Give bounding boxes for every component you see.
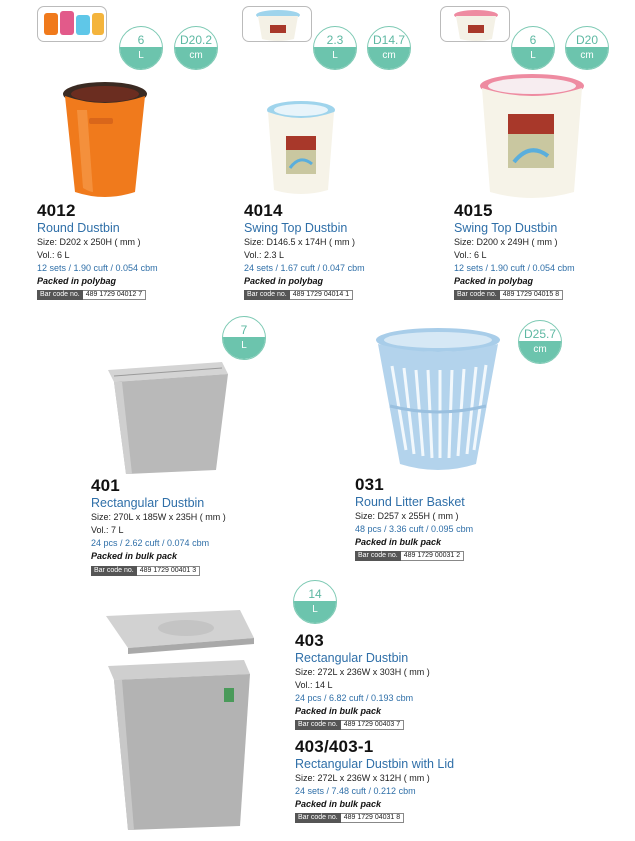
product-barcode: Bar code no. 489 1729 00031 2 — [355, 551, 464, 561]
volume-badge: 14 L — [293, 580, 337, 624]
diameter-badge: D20 cm — [565, 26, 609, 70]
thumbnail-4015 — [440, 6, 510, 42]
product-image-031 — [372, 326, 504, 472]
product-code: 4014 — [244, 201, 283, 220]
product-image-4015 — [474, 72, 590, 202]
product-packed: Packed in bulk pack — [355, 537, 442, 547]
product-packed: Packed in bulk pack — [295, 706, 382, 716]
product-packed: Packed in polybag — [454, 276, 534, 286]
product-name: Rectangular Dustbin — [295, 651, 409, 665]
diameter-badge: D14.7 cm — [367, 26, 411, 70]
product-barcode: Bar code no. 489 1729 04015 8 — [454, 290, 563, 300]
product-size: Size: D200 x 249H ( mm ) — [454, 237, 558, 247]
product-volume: Vol.: 6 L — [454, 250, 487, 260]
product-packing: 24 pcs / 6.82 cuft / 0.193 cbm — [295, 693, 414, 703]
product-volume: Vol.: 14 L — [295, 680, 333, 690]
product-packed: Packed in bulk pack — [295, 799, 382, 809]
product-packing: 24 pcs / 2.62 cuft / 0.074 cbm — [91, 538, 210, 548]
product-size: Size: 270L x 185W x 235H ( mm ) — [91, 512, 226, 522]
product-code: 403 — [295, 631, 324, 650]
product-name: Rectangular Dustbin with Lid — [295, 757, 455, 771]
product-name: Round Dustbin — [37, 221, 120, 235]
product-volume: Vol.: 6 L — [37, 250, 70, 260]
volume-badge: 2.3 L — [313, 26, 357, 70]
product-image-401 — [104, 352, 230, 478]
product-size: Size: D146.5 x 174H ( mm ) — [244, 237, 356, 247]
product-code: 401 — [91, 476, 120, 495]
thumbnail-4014 — [242, 6, 312, 42]
product-size: Size: 272L x 236W x 312H ( mm ) — [295, 773, 430, 783]
product-name: Swing Top Dustbin — [454, 221, 558, 235]
product-barcode: Bar code no. 489 1729 04031 8 — [295, 813, 404, 823]
product-barcode: Bar code no. 489 1729 04014 1 — [244, 290, 353, 300]
product-image-4012 — [55, 80, 155, 202]
product-packing: 12 sets / 1.90 cuft / 0.054 cbm — [37, 263, 158, 273]
product-barcode: Bar code no. 489 1729 00401 3 — [91, 566, 200, 576]
product-barcode: Bar code no. 489 1729 04012 7 — [37, 290, 146, 300]
product-name: Rectangular Dustbin — [91, 496, 205, 510]
product-code: 031 — [355, 475, 384, 494]
product-packing: 48 pcs / 3.36 cuft / 0.095 cbm — [355, 524, 474, 534]
volume-badge: 6 L — [511, 26, 555, 70]
product-image-4014 — [262, 98, 340, 198]
thumbnail-image — [441, 7, 510, 42]
volume-badge: 7 L — [222, 316, 266, 360]
product-code: 4012 — [37, 201, 76, 220]
product-image-403 — [100, 604, 258, 836]
product-code: 4015 — [454, 201, 493, 220]
product-size: Size: D257 x 255H ( mm ) — [355, 511, 459, 521]
product-packing: 24 sets / 1.67 cuft / 0.047 cbm — [244, 263, 365, 273]
product-packed: Packed in polybag — [37, 276, 117, 286]
diameter-badge: D25.7 cm — [518, 320, 562, 364]
volume-badge: 6 L — [119, 26, 163, 70]
product-packed: Packed in bulk pack — [91, 551, 178, 561]
product-size: Size: 272L x 236W x 303H ( mm ) — [295, 667, 430, 677]
product-barcode: Bar code no. 489 1729 00403 7 — [295, 720, 404, 730]
thumbnail-image — [38, 7, 107, 42]
thumbnail-4012 — [37, 6, 107, 42]
product-code: 403/403-1 — [295, 737, 374, 756]
product-volume: Vol.: 7 L — [91, 525, 124, 535]
diameter-badge: D20.2 cm — [174, 26, 218, 70]
product-name: Swing Top Dustbin — [244, 221, 348, 235]
product-size: Size: D202 x 250H ( mm ) — [37, 237, 141, 247]
product-packing: 24 sets / 7.48 cuft / 0.212 cbm — [295, 786, 416, 796]
product-volume: Vol.: 2.3 L — [244, 250, 285, 260]
product-name: Round Litter Basket — [355, 495, 465, 509]
product-packing: 12 sets / 1.90 cuft / 0.054 cbm — [454, 263, 575, 273]
thumbnail-image — [243, 7, 312, 42]
product-packed: Packed in polybag — [244, 276, 324, 286]
